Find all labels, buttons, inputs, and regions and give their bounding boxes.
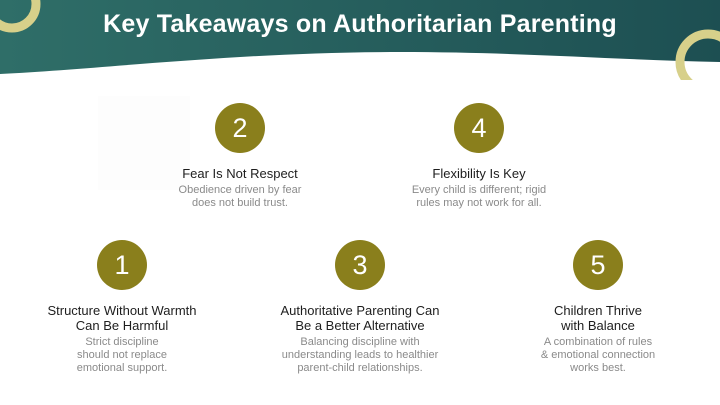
takeaway-description: Strict discipline should not replace emotional support. <box>76 336 168 374</box>
takeaway-heading: Flexibility Is Key <box>432 166 526 181</box>
number-badge: 1 <box>97 240 147 290</box>
takeaway-description: A combination of rules & emotional connection works best. <box>540 336 656 374</box>
takeaway-heading: Children Thrive with Balance <box>554 303 642 333</box>
takeaway-heading: Authoritative Parenting Can Be a Better Alternative <box>280 303 440 333</box>
takeaway-2 <box>140 103 340 210</box>
page-title: Key Takeaways on Authoritarian Parenting <box>103 10 617 38</box>
number-badge: 2 <box>215 103 265 153</box>
takeaway-3 <box>260 240 460 375</box>
takeaway-description: Every child is different; rigid rules may not work for all. <box>411 184 547 209</box>
takeaway-heading: Structure Without Warmth Can Be Harmful <box>47 303 197 333</box>
takeaway-description: Balancing discipline with understanding leads to healthier parent-child relationships. <box>281 336 439 374</box>
number-badge: 4 <box>454 103 504 153</box>
number-badge: 3 <box>335 240 385 290</box>
takeaway-5 <box>498 240 698 375</box>
takeaway-heading: Fear Is Not Respect <box>182 166 298 181</box>
takeaway-4 <box>379 103 579 210</box>
number-badge: 5 <box>573 240 623 290</box>
takeaway-description: Obedience driven by fear does not build trust. <box>178 184 302 209</box>
takeaway-1 <box>22 240 222 375</box>
